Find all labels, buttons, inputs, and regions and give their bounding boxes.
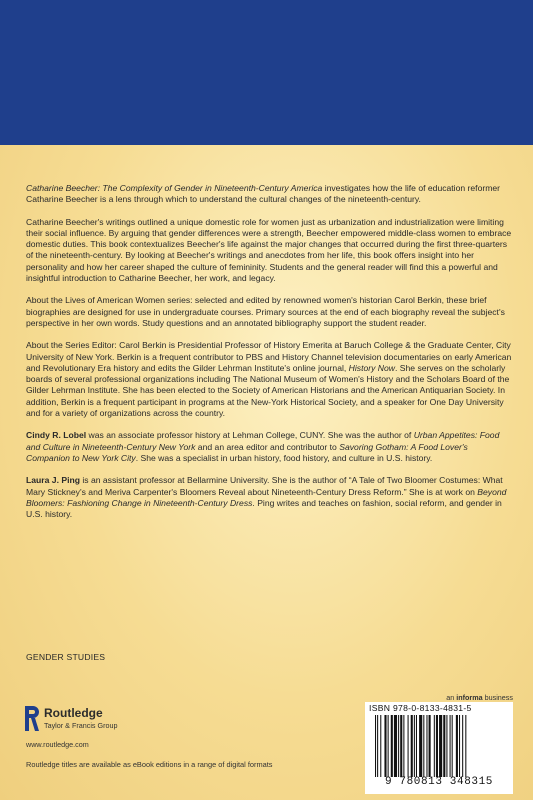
- barcode-bar: [398, 715, 399, 777]
- publisher-url[interactable]: www.routledge.com: [26, 740, 89, 749]
- barcode-bar: [384, 715, 386, 777]
- book-title: Catharine Beecher: The Complexity of Gender in Nineteenth-Century America: [26, 183, 323, 193]
- barcode-bar: [411, 715, 413, 777]
- barcode-bar: [391, 715, 393, 777]
- barcode-bar: [446, 715, 447, 777]
- barcode-bar: [426, 715, 427, 777]
- barcode-bar: [436, 715, 438, 777]
- barcode-icon: [375, 715, 509, 777]
- barcode-bar: [375, 715, 376, 777]
- barcode-bar: [403, 715, 404, 777]
- barcode-bar: [416, 715, 417, 777]
- series-paragraph: About the Lives of American Women series: selected and edited by renowned women's historian Carol Berkin, these brief biographies are designed for use in undergraduate courses. Primary sources at the end of each biography reveal the subject's perspective in her own words. Study questions and an annotated bibliography support the student reader.: [26, 295, 505, 328]
- routledge-r-logo-icon: [25, 706, 39, 731]
- top-color-band: [0, 0, 533, 145]
- barcode-bar: [419, 715, 422, 777]
- barcode-bar: [429, 715, 431, 777]
- author-lobel-paragraph: Cindy R. Lobel was an associate professor history at Lehman College, CUNY. She was the author of Urban Appetites: Food and Culture in Nineteenth-Century New York and an area editor and contributor to Savoring Gotham: A Food Lover's Companion to New York City. She was a specialist in urban history, food history, and culture in U.S. history.: [26, 430, 500, 463]
- barcode-bar: [462, 715, 463, 777]
- barcode-bar: [452, 715, 453, 777]
- barcode-digits: 9 780813 348315: [384, 776, 494, 788]
- barcode-bar: [439, 715, 442, 777]
- series-editor-paragraph: About the Series Editor: Carol Berkin is Presidential Professor of History Emerita at Baruch College & the Graduate Center, City University of New York. Berkin is a frequent contributor to PBS and History Channel television documentaries on early American and Revolutionary Era history and edits the Gilder Lehrman Institute's online journal, History Now. She serves on the scholarly boards of several professional organizations including The National Museum of Women's History and the Scholars Board of the Gilder Lehrman Institute. She has been elected to the Society of American Historians and the American Antiquarian Society. In addition, Berkin is a frequent participant in programs at the New-York Historical Society, and a speaker for One Day University and for a variety of organizations across the country.: [26, 340, 512, 419]
- author-ping-paragraph: Laura J. Ping is an assistant professor at Bellarmine University. She is the author of “A Tale of Two Bloomer Costumes: What Mary Stickney's and Meriva Carpenter's Bloomers Reveal about Nineteenth-Century Dress Reform.” She is at work on Beyond Bloomers: Fashioning Change in Nineteenth-Century Dress. Ping writes and teaches on fashion, social reform, and gender in U.S. history.: [26, 475, 507, 520]
- barcode-bar: [434, 715, 435, 777]
- publisher-name: Routledge: [44, 706, 103, 720]
- isbn-label: ISBN 978-0-8133-4831-5: [369, 703, 472, 713]
- informa-business-note: an informa business: [446, 693, 513, 702]
- barcode-bar: [388, 715, 389, 777]
- description-paragraph: Catharine Beecher's writings outlined a unique domestic role for women just as urbanization and industrialization were limiting their social influence. By arguing that gender differences were a strength, Beecher empowered middle-class women to embrace domestic duties. This book contextualizes Beecher's life against the major changes that occurred during the first three-quarters of the nineteenth-century. By looking at Beecher's writings and anecdotes from her life, this book offers insight into her personality and how her career shaped the culture of femininity. Students and the general reader will find this a powerful and insightful introduction to Catharine Beecher, her work, and legacy.: [26, 216, 512, 284]
- ebook-note: Routledge titles are available as eBook editions in a range of digital formats: [26, 760, 273, 769]
- author-name: Cindy R. Lobel: [26, 430, 87, 441]
- back-cover-text: [26, 183, 514, 531]
- barcode-bar: [377, 715, 378, 777]
- subject-category: GENDER STUDIES: [26, 652, 106, 662]
- barcode-bar: [456, 715, 458, 777]
- intro-paragraph: Catharine Beecher: The Complexity of Gender in Nineteenth-Century America investigates how the life of education reformer Catharine Beecher is a lens through which to understand the cultural changes of the nineteenth-century.: [26, 183, 501, 205]
- publisher-group: Taylor & Francis Group: [44, 721, 118, 730]
- barcode-bar: [400, 715, 402, 777]
- barcode-bar: [450, 715, 451, 777]
- author-name: Laura J. Ping: [26, 475, 80, 486]
- barcode-panel: [365, 702, 513, 794]
- barcode-bar: [465, 715, 466, 777]
- barcode-bar: [380, 715, 381, 777]
- barcode-bar: [443, 715, 445, 777]
- barcode-bar: [394, 715, 397, 777]
- barcode-bar: [414, 715, 415, 777]
- barcode-bar: [459, 715, 460, 777]
- barcode-bar: [408, 715, 409, 777]
- barcode-bar: [423, 715, 424, 777]
